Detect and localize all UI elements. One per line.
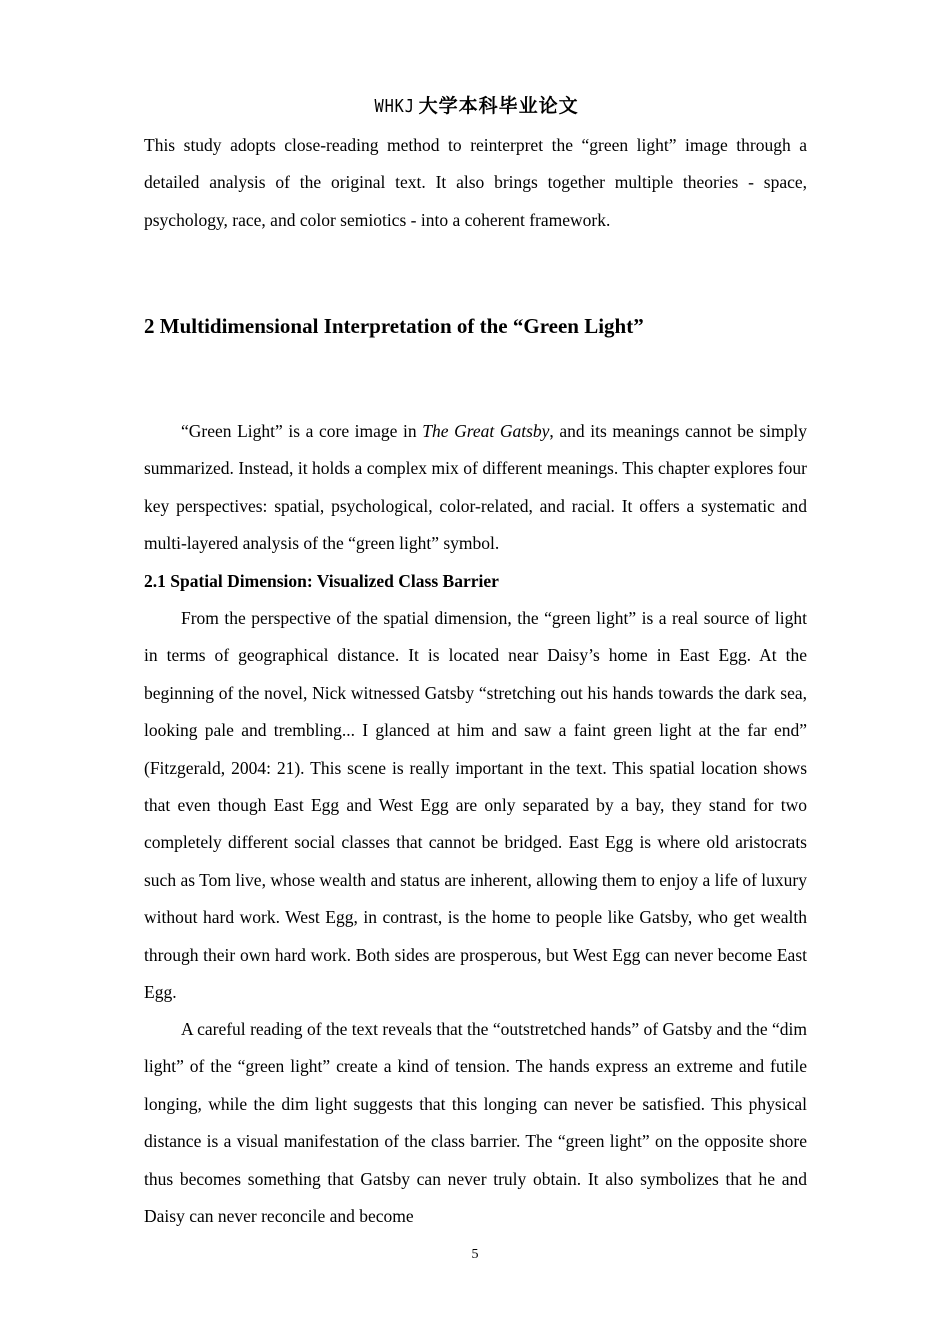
page-number: 5: [471, 1247, 479, 1262]
section-intro-paragraph: [144, 413, 807, 563]
intro-paragraph: This study adopts close-reading method to reinterpret the “green light” image through a detailed analysis of the original text. It also brings together multiple theories - space, psychology, race, and color semiotics - into a coherent framework.: [144, 135, 807, 230]
body-paragraph: From the perspective of the spatial dimension, the “green light” is a real source of light in terms of geographical distance. It is located near Daisy’s home in East Egg. At the beginning of the novel, Nick witnessed Gatsby “stretching out his hands towards the dark sea, looking pale and trembling... I glanced at him and saw a faint green light at the far end” (Fitzgerald, 2004: 21). This scene is really important in the text. This spatial location shows that even though East Egg and West Egg are only separated by a bay, they stand for two completely different social classes that cannot be bridged. East Egg is where old aristocrats such as Tom live, whose wealth and status are inherent, allowing them to enjoy a life of luxury without hard work. West Egg, in contrast, is the home to people like Gatsby, who get wealth through their own hard work. Both sides are prosperous, but West Egg can never become East Egg.: [144, 608, 807, 1003]
section-heading: 2 Multidimensional Interpretation of the “Green Light”: [144, 314, 644, 338]
paragraph-text-after: , and its meanings cannot be simply summarized. Instead, it holds a complex mix of different meanings. This chapter explores four key perspectives: spatial, psychological, color-related, and racial. It offers a systematic and multi-layered analysis of the “green light” symbol.: [144, 421, 807, 554]
header-thesis-title: 大学本科毕业论文: [418, 95, 579, 117]
subsection-heading: 2.1 Spatial Dimension: Visualized Class Barrier: [144, 571, 499, 591]
paragraph-text-before: “Green Light” is a core image in: [181, 421, 423, 441]
header-university-code: WHKJ: [374, 96, 416, 117]
body-paragraph: A careful reading of the text reveals that the “outstretched hands” of Gatsby and the “dim light” of the “green light” create a kind of tension. The hands express an extreme and futile longing, while the dim light suggests that this longing can never be satisfied. This physical distance is a visual manifestation of the class barrier. The “green light” on the opposite shore thus becomes something that Gatsby can never truly obtain. It also symbolizes that he and Daisy can never reconcile and become: [144, 1019, 807, 1227]
running-header: [0, 93, 950, 120]
book-title: The Great Gatsby: [422, 421, 550, 441]
